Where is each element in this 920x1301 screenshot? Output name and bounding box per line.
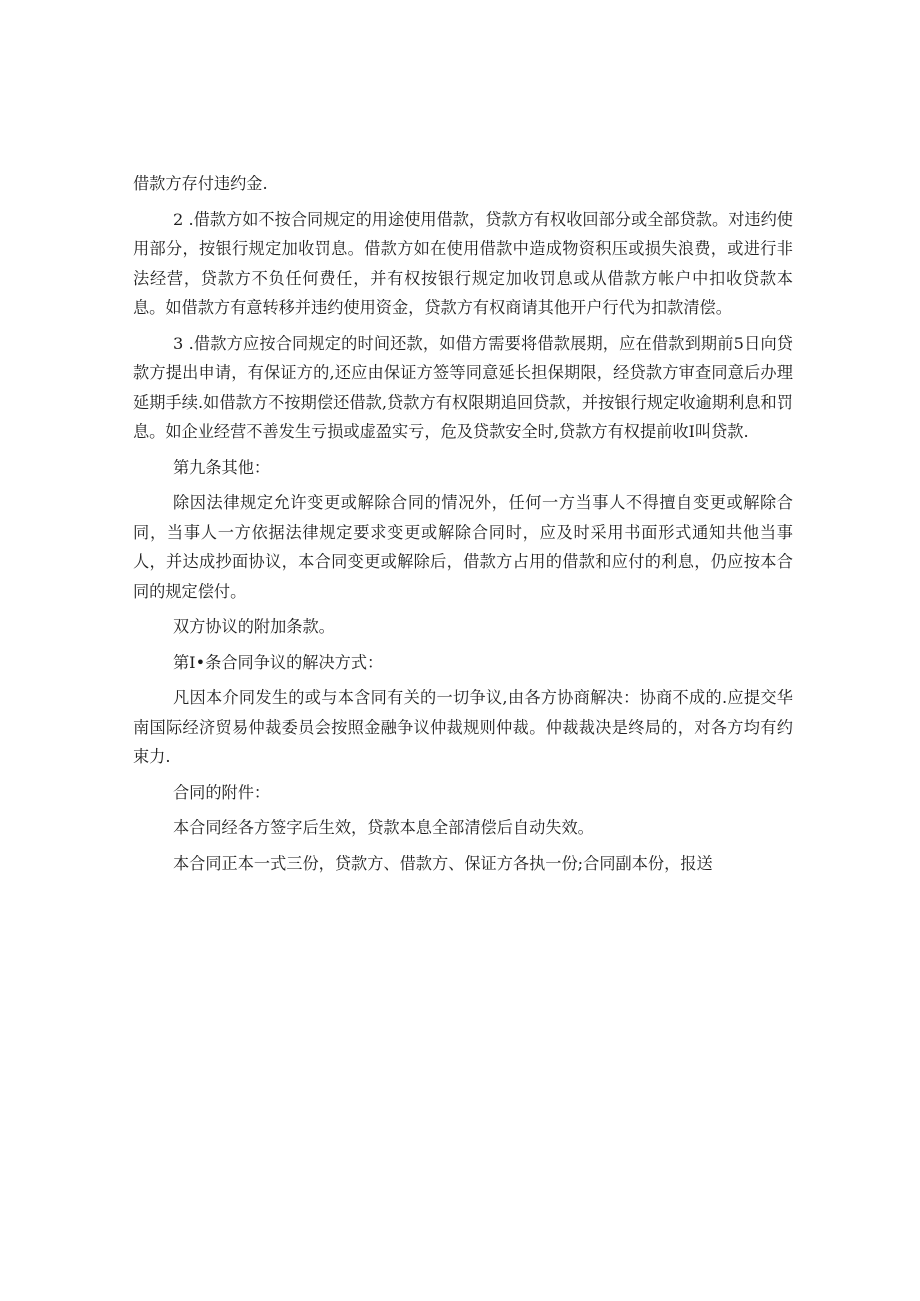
paragraph-additional-terms: 双方协议的附加条款。	[173, 617, 335, 636]
contract-text-body	[133, 169, 793, 884]
heading-article-9-other: 第九条其他：	[173, 457, 271, 477]
paragraph-contract-modification: 除因法律规定允许变更或解除合同的情况外，任何一方当事人不得擅自变更或解除合同，当事人一方依据法律规定要求变更或解除合同时，应及时采用书面形式通知共他当事人，并达成抄面协议，本合同变更或解除后，借款方占用的借款和应付的利息，仍应按本合同的规定偿付。	[133, 493, 793, 601]
paragraph-penalty-payment: 借款方存付违约金.	[133, 174, 268, 193]
heading-article-10-disputes: 第I•条合同争议的解决方式：	[173, 652, 384, 672]
paragraph-clause-3-repayment: 3 .借款方应按合同规定的时间还款，如借方需要将借款展期，应在借款到期前5日向贷款方提出申请，有保证方的,还应由保证方签等同意延长担保期限，经贷款方审查同意后办理延期手续.如借款方不按期偿还借款,贷款方有权限期追回贷款，并按银行规定收逾期利息和罚息。如企业经营不善发生亏损或虚盈实亏，危及贷款安全时,贷款方有权提前收I叫贷款.	[133, 333, 793, 441]
paragraph-original-copies: 本合同正本一式三份，贷款方、借款方、保证方各执一份;合同副本份，报送	[173, 853, 713, 873]
paragraph-effectiveness: 本合同经各方签字后生效，贷款本息全部清偿后自动失效。	[173, 818, 594, 837]
heading-contract-attachments: 合同的附件：	[173, 782, 271, 802]
paragraph-dispute-resolution: 凡因本介同发生的或与本含同有关的一切争议,由各方协商解决：协商不成的.应提交华南国际经济贸易仲裁委员会按照金融争议仲裁规则仲裁。仲裁裁决是终局的，对各方均有约束力.	[133, 688, 793, 766]
paragraph-clause-2-misuse: 2 .借款方如不按合同规定的用途使用借款，贷款方有权收回部分或全部贷款。对违约使用部分，按银行规定加收罚息。借款方如在使用借款中造成物资积压或损失浪费，或进行非法经营，贷款方不负任何费任，并有权按银行规定加收罚息或从借款方帐户中扣收贷款本息。如借款方有意转移并违约使用资金，贷款方有权商请其他开户行代为扣款清偿。	[133, 209, 793, 317]
